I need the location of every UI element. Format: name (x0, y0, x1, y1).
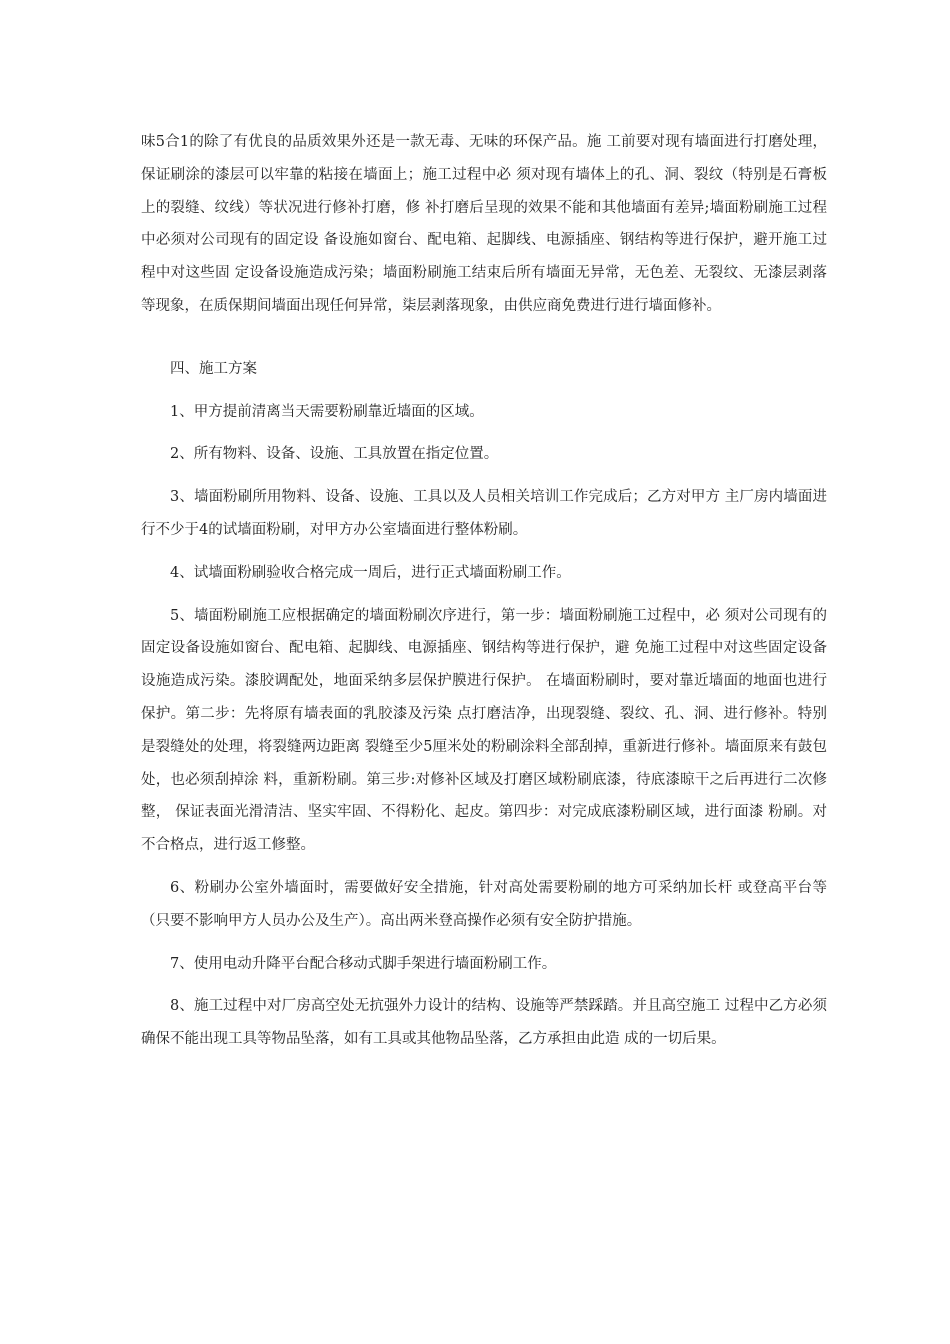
step-6: 6、粉刷办公室外墙面时，需要做好安全措施，针对高处需要粉刷的地方可采纳加长杆 或登高平台等（只要不影响甲方人员办公及生产）。高出两米登高操作必须有安全防护措施。 (141, 879, 827, 929)
step-8: 8、施工过程中对厂房高空处无抗强外力设计的结构、设施等严禁踩踏。并且高空施工 过程中乙方必须确保不能出现工具等物品坠落，如有工具或其他物品坠落，乙方承担由此造 成的一切后果。 (141, 998, 827, 1048)
paragraph-spacer (141, 323, 827, 353)
step-2: 2、所有物料、设备、设施、工具放置在指定位置。 (170, 446, 499, 463)
document-page (141, 126, 827, 1056)
intro-paragraph: 味5合1的除了有优良的品质效果外还是一款无毒、无味的环保产品。施 工前要对现有墙面进行打磨处理，保证刷涂的漆层可以牢靠的粘接在墙面上；施工过程中必 须对现有墙体上的孔、洞、裂纹（特别是石膏板上的裂缝、纹线）等状况进行修补打磨，修 补打磨后呈现的效果不能和其他墙面有差异;墙面粉刷施工过程中必须对公司现有的固定设 备设施如窗台、配电箱、起脚线、电源插座、钢结构等进行保护，避开施工过程中对这些固 定设备设施造成污染；墙面粉刷施工结束后所有墙面无异常，无色差、无裂纹、无漆层剥落 等现象，在质保期间墙面出现任何异常，柒层剥落现象，由供应商免费进行进行墙面修补。 (141, 134, 827, 314)
step-1: 1、甲方提前清离当天需要粉刷靠近墙面的区域。 (170, 403, 484, 420)
step-5: 5、墙面粉刷施工应根据确定的墙面粉刷次序进行，第一步：墙面粉刷施工过程中，必 须对公司现有的固定设备设施如窗台、配电箱、起脚线、电源插座、钢结构等进行保护，避 免施工过程中对这些固定设备设施造成污染。漆胶调配处，地面采纳多层保护膜进行保护。 在墙面粉刷时，要对靠近墙面的地面也进行保护。第二步：先将原有墙表面的乳胶漆及污染 点打磨洁净，出现裂缝、裂纹、孔、洞、进行修补。特别是裂缝处的处理，将裂缝两边距离 裂缝至少5厘米处的粉刷涂料全部刮掉，重新进行修补。墙面原来有鼓包处，也必须刮掉涂 料，重新粉刷。第三步:对修补区域及打磨区域粉刷底漆，待底漆晾干之后再进行二次修整， 保证表面光滑清洁、坚实牢固、不得粉化、起皮。第四步：对完成底漆粉刷区域，进行面漆 粉刷。对不合格点，进行返工修整。 (141, 607, 827, 854)
step-7: 7、使用电动升降平台配合移动式脚手架进行墙面粉刷工作。 (170, 955, 557, 972)
step-4: 4、试墙面粉刷验收合格完成一周后，进行正式墙面粉刷工作。 (170, 564, 571, 581)
section-heading: 四、施工方案 (170, 360, 257, 377)
step-3: 3、墙面粉刷所用物料、设备、设施、工具以及人员相关培训工作完成后；乙方对甲方 主厂房内墙面进行不少于4的试墙面粉刷，对甲方办公室墙面进行整体粉刷。 (141, 489, 827, 538)
